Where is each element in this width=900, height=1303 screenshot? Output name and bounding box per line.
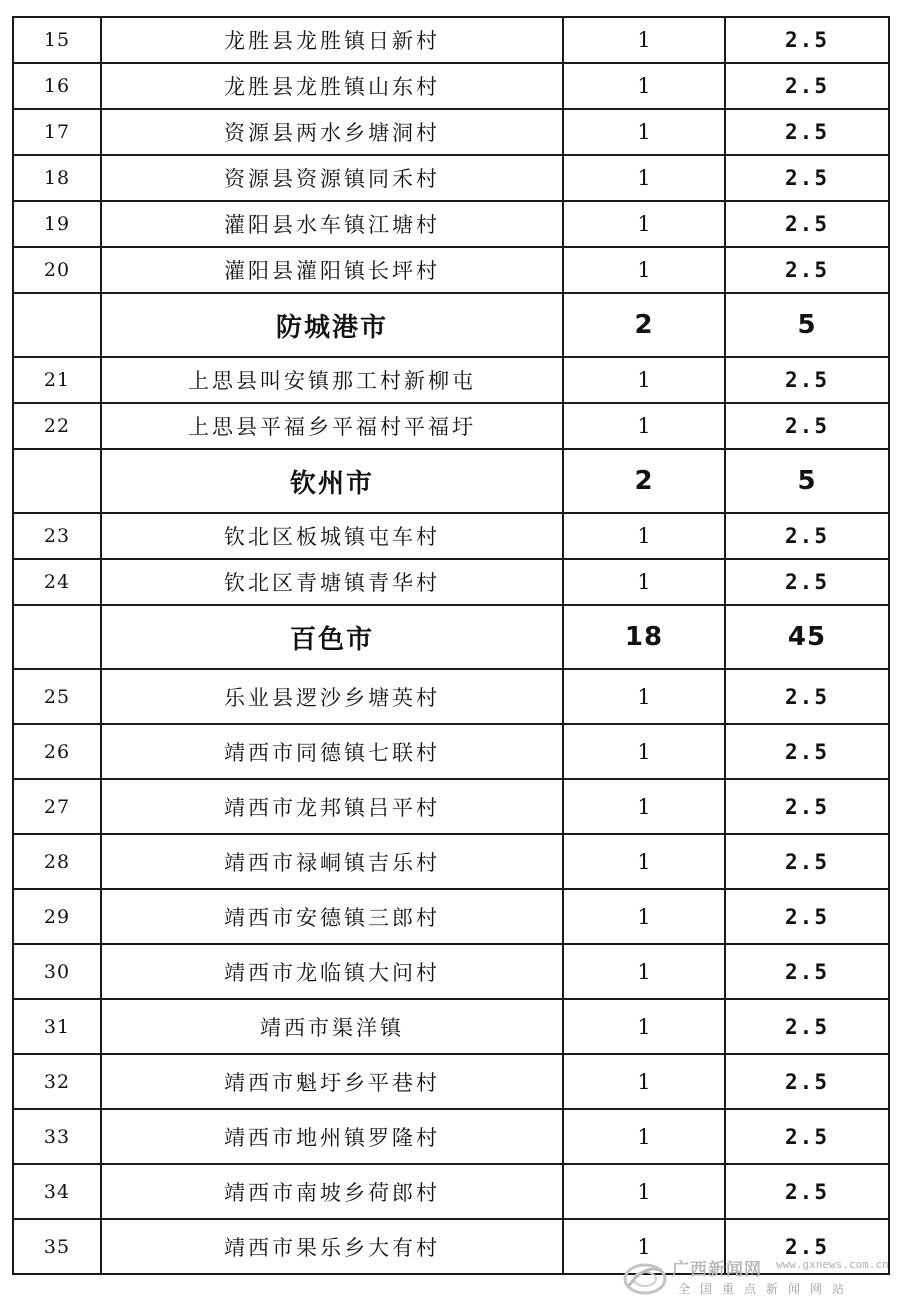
city-name-cell: 防城港市 xyxy=(101,293,563,357)
village-name-cell: 乐业县逻沙乡塘英村 xyxy=(101,669,563,724)
table-row xyxy=(13,559,889,605)
amount-cell: 2.5 xyxy=(725,559,889,605)
amount-cell: 2.5 xyxy=(725,724,889,779)
village-name-cell: 靖西市果乐乡大有村 xyxy=(101,1219,563,1274)
amount-cell: 2.5 xyxy=(725,1164,889,1219)
amount-cell: 2.5 xyxy=(725,834,889,889)
row-number-cell: 17 xyxy=(13,109,101,155)
row-number-cell xyxy=(13,449,101,513)
amount-cell: 2.5 xyxy=(725,17,889,63)
count-cell: 1 xyxy=(563,669,725,724)
count-cell: 1 xyxy=(563,403,725,449)
count-cell: 2 xyxy=(563,293,725,357)
row-number-cell: 34 xyxy=(13,1164,101,1219)
amount-cell: 2.5 xyxy=(725,201,889,247)
row-number-cell xyxy=(13,605,101,669)
village-name-cell: 靖西市南坡乡荷郎村 xyxy=(101,1164,563,1219)
count-cell: 1 xyxy=(563,155,725,201)
row-number-cell: 15 xyxy=(13,17,101,63)
amount-cell: 2.5 xyxy=(725,109,889,155)
city-subtotal-row xyxy=(13,293,889,357)
amount-cell: 2.5 xyxy=(725,1054,889,1109)
village-name-cell: 靖西市渠洋镇 xyxy=(101,999,563,1054)
row-number-cell: 18 xyxy=(13,155,101,201)
amount-cell: 2.5 xyxy=(725,1109,889,1164)
village-name-cell: 靖西市禄峒镇吉乐村 xyxy=(101,834,563,889)
count-cell: 1 xyxy=(563,944,725,999)
table-row xyxy=(13,155,889,201)
gxnews-logo-icon xyxy=(622,1257,668,1297)
watermark-domain: www.gxnews.com.cn xyxy=(776,1258,889,1271)
table-row xyxy=(13,724,889,779)
count-cell: 1 xyxy=(563,834,725,889)
village-allocation-table xyxy=(12,16,890,1275)
count-cell: 1 xyxy=(563,559,725,605)
table-row xyxy=(13,834,889,889)
count-cell: 1 xyxy=(563,1219,725,1274)
row-number-cell: 29 xyxy=(13,889,101,944)
count-cell: 1 xyxy=(563,513,725,559)
amount-cell: 2.5 xyxy=(725,247,889,293)
table-row xyxy=(13,17,889,63)
count-cell: 2 xyxy=(563,449,725,513)
table-row xyxy=(13,669,889,724)
row-number-cell: 32 xyxy=(13,1054,101,1109)
table-row xyxy=(13,1054,889,1109)
table-row xyxy=(13,63,889,109)
row-number-cell: 25 xyxy=(13,669,101,724)
table-row xyxy=(13,1109,889,1164)
row-number-cell: 27 xyxy=(13,779,101,834)
city-name-cell: 钦州市 xyxy=(101,449,563,513)
table-body xyxy=(13,17,889,1274)
count-cell: 1 xyxy=(563,247,725,293)
village-name-cell: 龙胜县龙胜镇山东村 xyxy=(101,63,563,109)
village-name-cell: 靖西市地州镇罗隆村 xyxy=(101,1109,563,1164)
table-row xyxy=(13,779,889,834)
row-number-cell: 31 xyxy=(13,999,101,1054)
amount-cell: 2.5 xyxy=(725,669,889,724)
count-cell: 1 xyxy=(563,779,725,834)
amount-cell: 2.5 xyxy=(725,403,889,449)
village-name-cell: 龙胜县龙胜镇日新村 xyxy=(101,17,563,63)
amount-cell: 2.5 xyxy=(725,944,889,999)
amount-cell: 2.5 xyxy=(725,63,889,109)
table-row xyxy=(13,999,889,1054)
count-cell: 1 xyxy=(563,889,725,944)
watermark-tagline: 全国重点新闻网站 xyxy=(678,1282,855,1296)
row-number-cell: 20 xyxy=(13,247,101,293)
village-name-cell: 上思县叫安镇那工村新柳屯 xyxy=(101,357,563,403)
count-cell: 1 xyxy=(563,109,725,155)
table-row xyxy=(13,201,889,247)
amount-cell: 45 xyxy=(725,605,889,669)
amount-cell: 2.5 xyxy=(725,889,889,944)
row-number-cell: 30 xyxy=(13,944,101,999)
row-number-cell: 26 xyxy=(13,724,101,779)
city-subtotal-row xyxy=(13,449,889,513)
count-cell: 1 xyxy=(563,201,725,247)
village-name-cell: 灌阳县水车镇江塘村 xyxy=(101,201,563,247)
village-name-cell: 灌阳县灌阳镇长坪村 xyxy=(101,247,563,293)
village-name-cell: 上思县平福乡平福村平福圩 xyxy=(101,403,563,449)
count-cell: 1 xyxy=(563,1054,725,1109)
city-subtotal-row xyxy=(13,605,889,669)
count-cell: 1 xyxy=(563,17,725,63)
village-name-cell: 资源县资源镇同禾村 xyxy=(101,155,563,201)
amount-cell: 5 xyxy=(725,293,889,357)
row-number-cell: 33 xyxy=(13,1109,101,1164)
table-row xyxy=(13,357,889,403)
row-number-cell: 19 xyxy=(13,201,101,247)
village-name-cell: 靖西市安德镇三郎村 xyxy=(101,889,563,944)
table-row xyxy=(13,889,889,944)
village-name-cell: 靖西市魁圩乡平巷村 xyxy=(101,1054,563,1109)
watermark-site-name: 广西新闻网 xyxy=(672,1260,762,1280)
village-name-cell: 靖西市龙邦镇吕平村 xyxy=(101,779,563,834)
table-row xyxy=(13,513,889,559)
village-name-cell: 钦北区板城镇屯车村 xyxy=(101,513,563,559)
amount-cell: 2.5 xyxy=(725,1219,889,1274)
amount-cell: 2.5 xyxy=(725,779,889,834)
row-number-cell: 35 xyxy=(13,1219,101,1274)
count-cell: 1 xyxy=(563,357,725,403)
table-row xyxy=(13,247,889,293)
table-row xyxy=(13,1164,889,1219)
village-name-cell: 资源县两水乡塘洞村 xyxy=(101,109,563,155)
row-number-cell: 24 xyxy=(13,559,101,605)
amount-cell: 2.5 xyxy=(725,155,889,201)
count-cell: 1 xyxy=(563,999,725,1054)
row-number-cell: 28 xyxy=(13,834,101,889)
village-name-cell: 靖西市龙临镇大问村 xyxy=(101,944,563,999)
city-name-cell: 百色市 xyxy=(101,605,563,669)
table-row xyxy=(13,109,889,155)
amount-cell: 2.5 xyxy=(725,513,889,559)
count-cell: 1 xyxy=(563,724,725,779)
row-number-cell: 23 xyxy=(13,513,101,559)
row-number-cell: 21 xyxy=(13,357,101,403)
table-row xyxy=(13,944,889,999)
watermark xyxy=(622,1255,894,1301)
row-number-cell: 22 xyxy=(13,403,101,449)
count-cell: 1 xyxy=(563,1109,725,1164)
amount-cell: 2.5 xyxy=(725,999,889,1054)
table-row xyxy=(13,403,889,449)
count-cell: 1 xyxy=(563,1164,725,1219)
amount-cell: 5 xyxy=(725,449,889,513)
village-name-cell: 靖西市同德镇七联村 xyxy=(101,724,563,779)
row-number-cell xyxy=(13,293,101,357)
count-cell: 18 xyxy=(563,605,725,669)
village-name-cell: 钦北区青塘镇青华村 xyxy=(101,559,563,605)
count-cell: 1 xyxy=(563,63,725,109)
row-number-cell: 16 xyxy=(13,63,101,109)
amount-cell: 2.5 xyxy=(725,357,889,403)
